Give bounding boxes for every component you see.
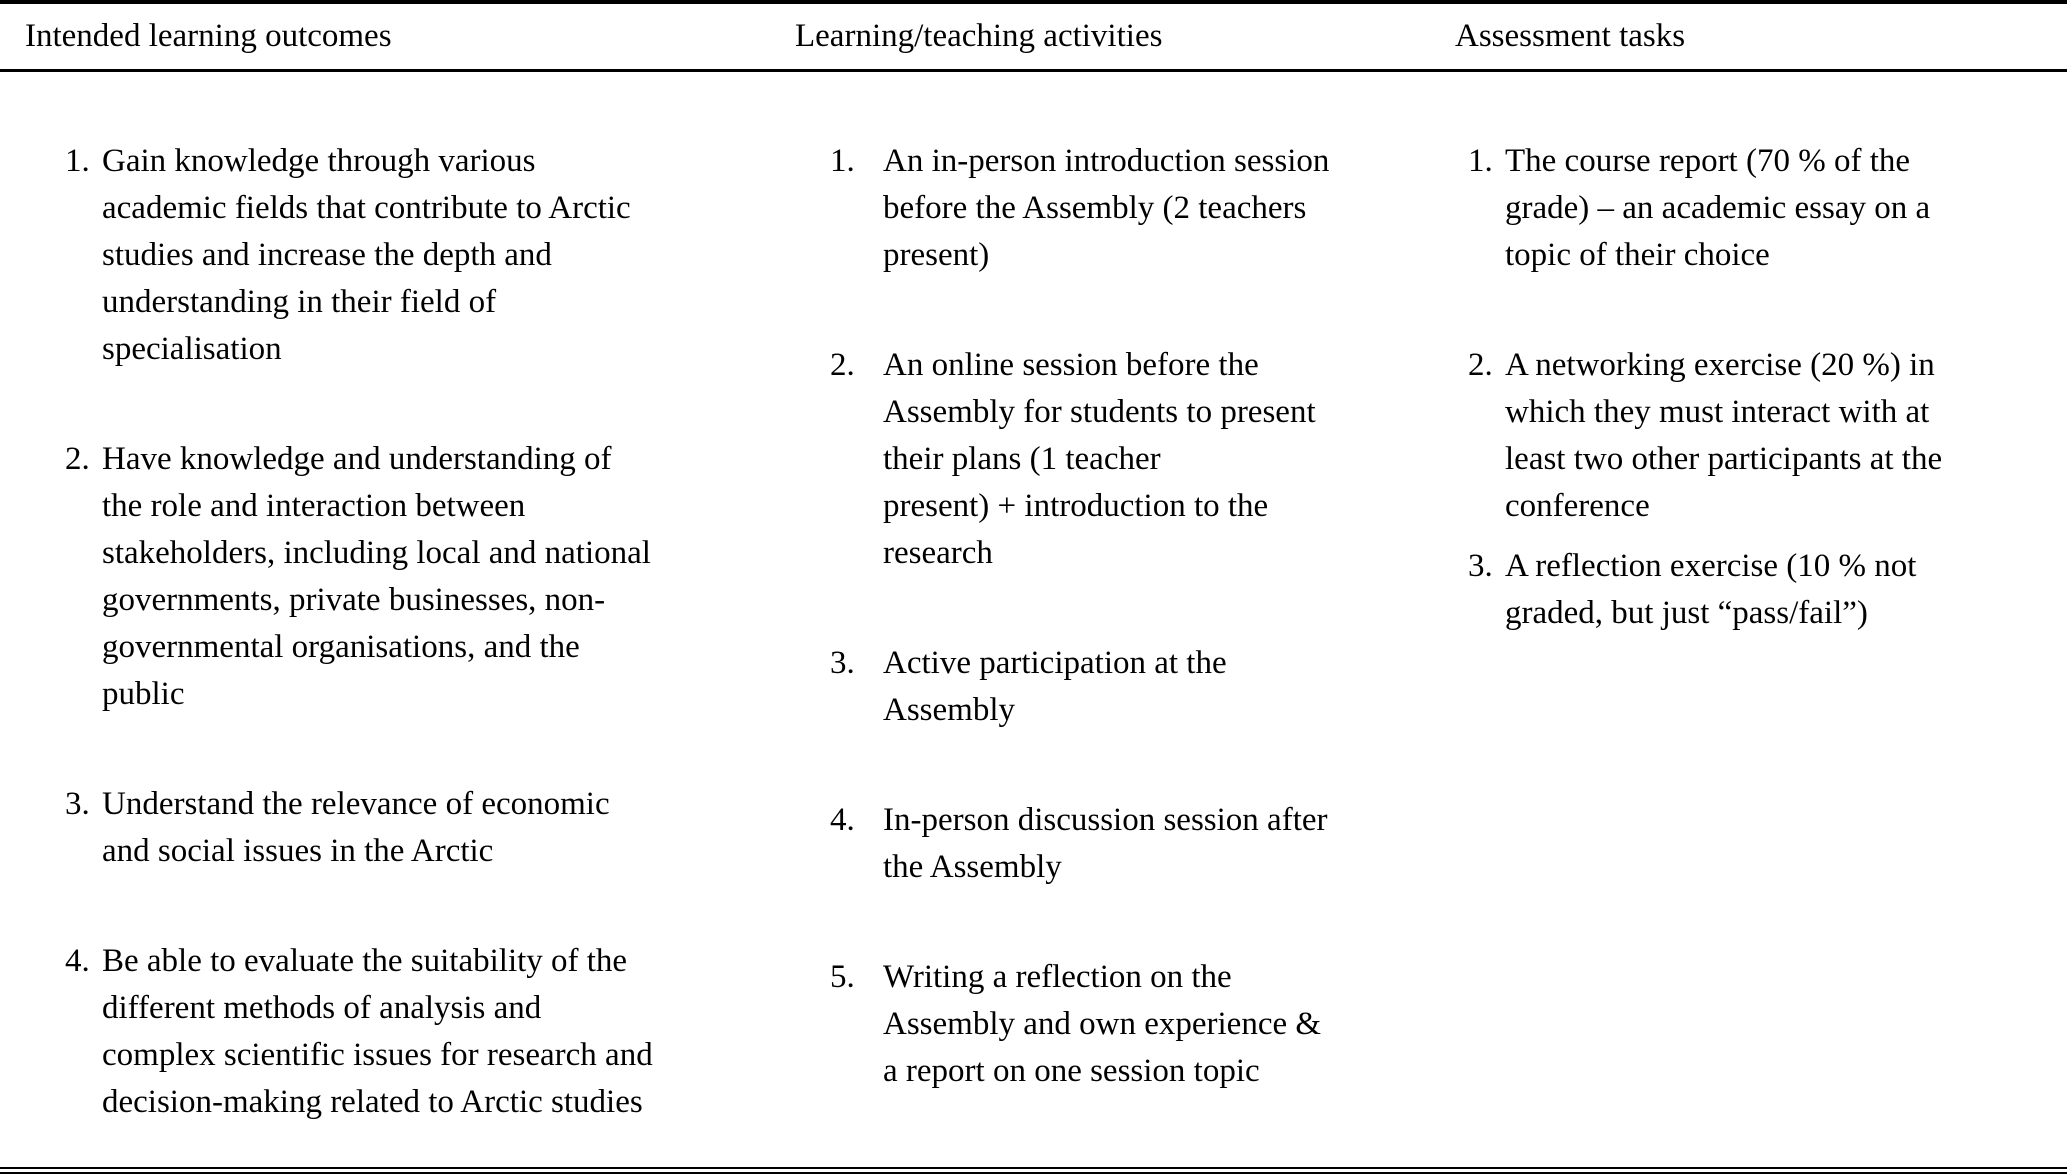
assessment-tasks-list	[1455, 138, 2067, 1126]
intended-learning-outcomes-list	[25, 138, 795, 1126]
item-number: 1.	[830, 143, 855, 179]
item-number: 1.	[1468, 143, 1493, 179]
list-item	[65, 436, 656, 718]
list-item	[830, 954, 1338, 1095]
item-number: 3.	[830, 645, 855, 681]
item-number: 5.	[830, 959, 855, 995]
item-number: 3.	[1468, 548, 1493, 584]
item-number: 2.	[65, 441, 90, 477]
list-item	[1468, 138, 1965, 279]
list-item	[1468, 342, 1965, 530]
table-header-row	[0, 4, 2067, 72]
item-number: 3.	[65, 786, 90, 822]
list-item	[830, 342, 1338, 577]
item-number: 2.	[1468, 347, 1493, 383]
item-text: An in-person introduction session before the Assembly (2 teachers present)	[883, 143, 1330, 273]
list-item	[65, 781, 656, 875]
item-number: 2.	[830, 347, 855, 383]
item-text: A reflection exercise (10 % not graded, but just “pass/fail”)	[1505, 548, 1917, 631]
item-text: In-person discussion session after the Assembly	[883, 802, 1328, 885]
list-item	[830, 138, 1338, 279]
item-text: A networking exercise (20 %) in which they must interact with at least two other participants at the conference	[1505, 347, 1943, 524]
list-item	[1468, 543, 1965, 637]
item-text: The course report (70 % of the grade) – an academic essay on a topic of their choice	[1505, 143, 1931, 273]
item-text: Have knowledge and understanding of the role and interaction between stakeholders, including local and national governments, private businesses, non-governmental organisations, and the public	[102, 441, 651, 712]
list-item	[830, 797, 1338, 891]
item-text: An online session before the Assembly for students to present their plans (1 teacher present) + introduction to the research	[883, 347, 1316, 571]
column-header-assessment-tasks: Assessment tasks	[1455, 18, 1686, 54]
item-number: 1.	[65, 143, 90, 179]
list-item	[65, 138, 656, 373]
item-text: Writing a reflection on the Assembly and own experience & a report on one session topic	[883, 959, 1322, 1089]
table-body	[0, 72, 2067, 1126]
learning-teaching-activities-list	[795, 138, 1455, 1126]
item-text: Gain knowledge through various academic fields that contribute to Arctic studies and increase the depth and understanding in their field of specialisation	[102, 143, 631, 367]
item-number: 4.	[830, 802, 855, 838]
list-item	[830, 640, 1338, 734]
column-header-intended-learning-outcomes: Intended learning outcomes	[25, 18, 392, 54]
item-text: Be able to evaluate the suitability of the different methods of analysis and complex scientific issues for research and decision-making related to Arctic studies	[102, 943, 653, 1120]
item-text: Active participation at the Assembly	[883, 645, 1227, 728]
list-item	[65, 938, 656, 1126]
item-number: 4.	[65, 943, 90, 979]
item-text: Understand the relevance of economic and social issues in the Arctic	[102, 786, 610, 869]
column-header-learning-teaching-activities: Learning/teaching activities	[795, 18, 1163, 54]
